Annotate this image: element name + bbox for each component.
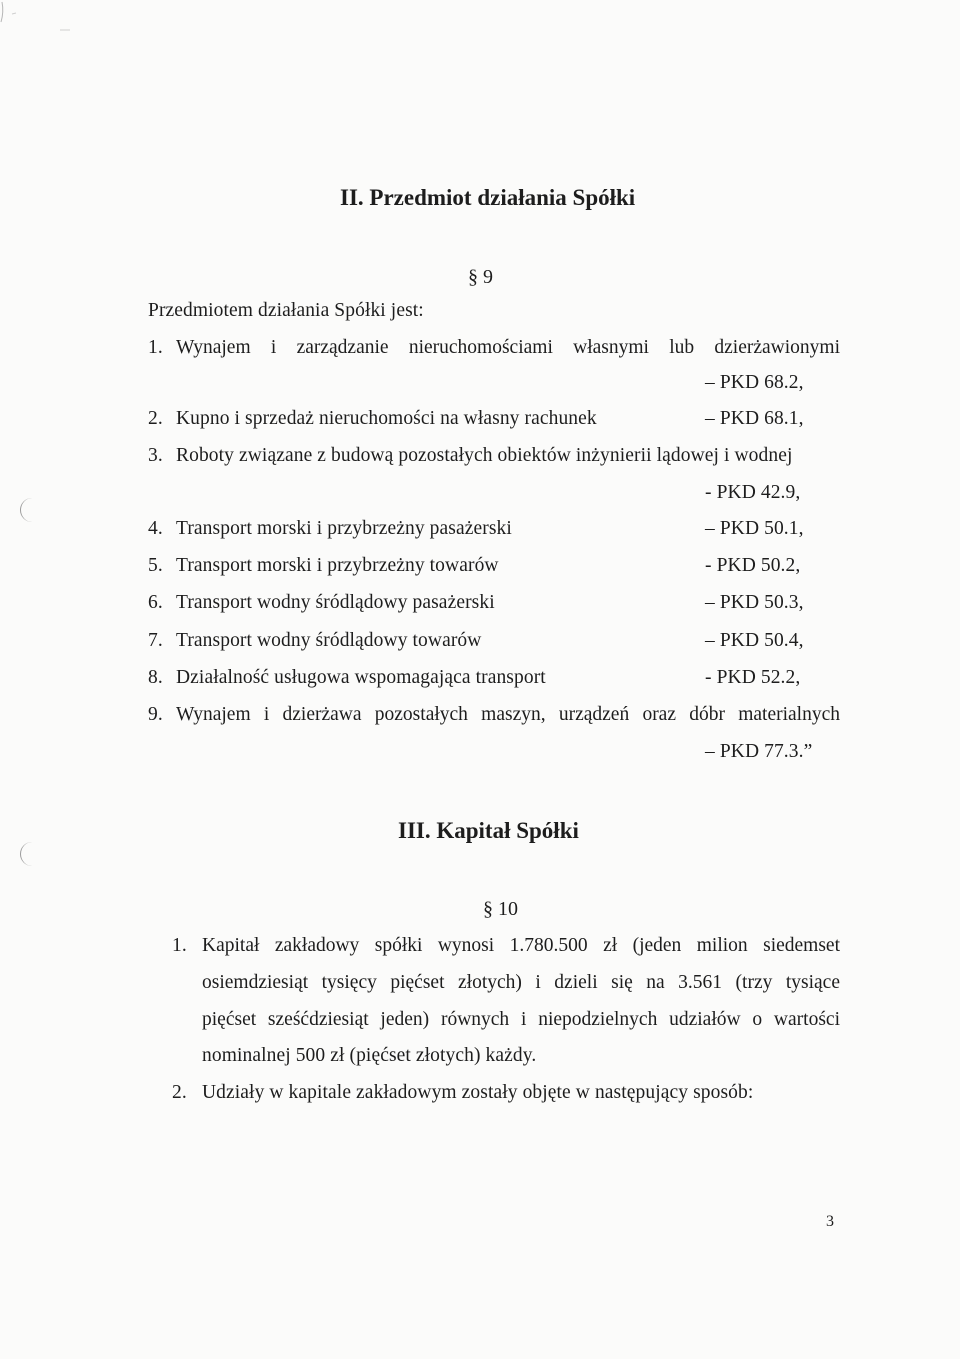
list-item-number: 7. [148, 630, 163, 651]
pkd-code: – PKD 50.4, [705, 630, 804, 651]
pkd-code: - PKD 42.9, [705, 482, 801, 503]
pkd-code: – PKD 50.3, [705, 592, 804, 613]
list-item-text: Transport morski i przybrzeżny towarów [176, 555, 499, 576]
list-item-text: Kupno i sprzedaż nieruchomości na własny rachunek [176, 408, 597, 429]
list-item-text: Wynajem i zarządzanie nieruchomościami własnymi lub dzierżawionymi [176, 337, 840, 358]
list-item-number: 4. [148, 518, 163, 539]
list-item-text: Transport wodny śródlądowy pasażerski [176, 592, 495, 613]
list-item-number: 9. [148, 704, 163, 725]
section-heading: III. Kapitał Spółki [398, 818, 579, 843]
pkd-code: - PKD 50.2, [705, 555, 801, 576]
list-item-text: Działalność usługowa wspomagająca transport [176, 667, 546, 688]
paragraph-number: § 10 [483, 898, 518, 920]
point-text-line: nominalnej 500 zł (pięćset złotych) każdy. [202, 1045, 537, 1066]
scan-artifact [0, 0, 120, 40]
pkd-code: – PKD 68.2, [705, 372, 804, 393]
point-text-line: Kapitał zakładowy spółki wynosi 1.780.500 zł (jeden milion siedemset [202, 935, 840, 956]
list-item-number: 2. [148, 408, 163, 429]
list-item-text: Transport morski i przybrzeżny pasażerski [176, 518, 512, 539]
list-item-text: Roboty związane z budową pozostałych obiektów inżynierii lądowej i wodnej [176, 445, 793, 466]
point-number: 2. [172, 1082, 187, 1103]
list-item-number: 5. [148, 555, 163, 576]
list-item-text: Wynajem i dzierżawa pozostałych maszyn, urządzeń oraz dóbr materialnych [176, 704, 840, 725]
list-item-text: Transport wodny śródlądowy towarów [176, 630, 482, 651]
punch-hole-mark [20, 842, 39, 866]
punch-hole-mark [20, 498, 39, 522]
pkd-code: – PKD 50.1, [705, 518, 804, 539]
point-text-line: Udziały w kapitale zakładowym zostały objęte w następujący sposób: [202, 1082, 754, 1103]
list-item-number: 3. [148, 445, 163, 466]
point-text-line: pięćset sześćdziesiąt jeden) równych i niepodzielnych udziałów o wartości [202, 1009, 840, 1030]
list-item-number: 8. [148, 667, 163, 688]
list-item-number: 6. [148, 592, 163, 613]
paragraph-number: § 9 [468, 266, 493, 288]
pkd-code: - PKD 52.2, [705, 667, 801, 688]
intro-text: Przedmiotem działania Spółki jest: [148, 300, 424, 321]
point-text-line: osiemdziesiąt tysięcy pięćset złotych) i dzieli się na 3.561 (trzy tysiące [202, 972, 840, 993]
page-number: 3 [826, 1213, 835, 1230]
pkd-code: – PKD 68.1, [705, 408, 804, 429]
list-item-number: 1. [148, 337, 163, 358]
point-number: 1. [172, 935, 187, 956]
section-heading: II. Przedmiot działania Spółki [340, 185, 636, 210]
pkd-code: – PKD 77.3.” [705, 741, 813, 762]
